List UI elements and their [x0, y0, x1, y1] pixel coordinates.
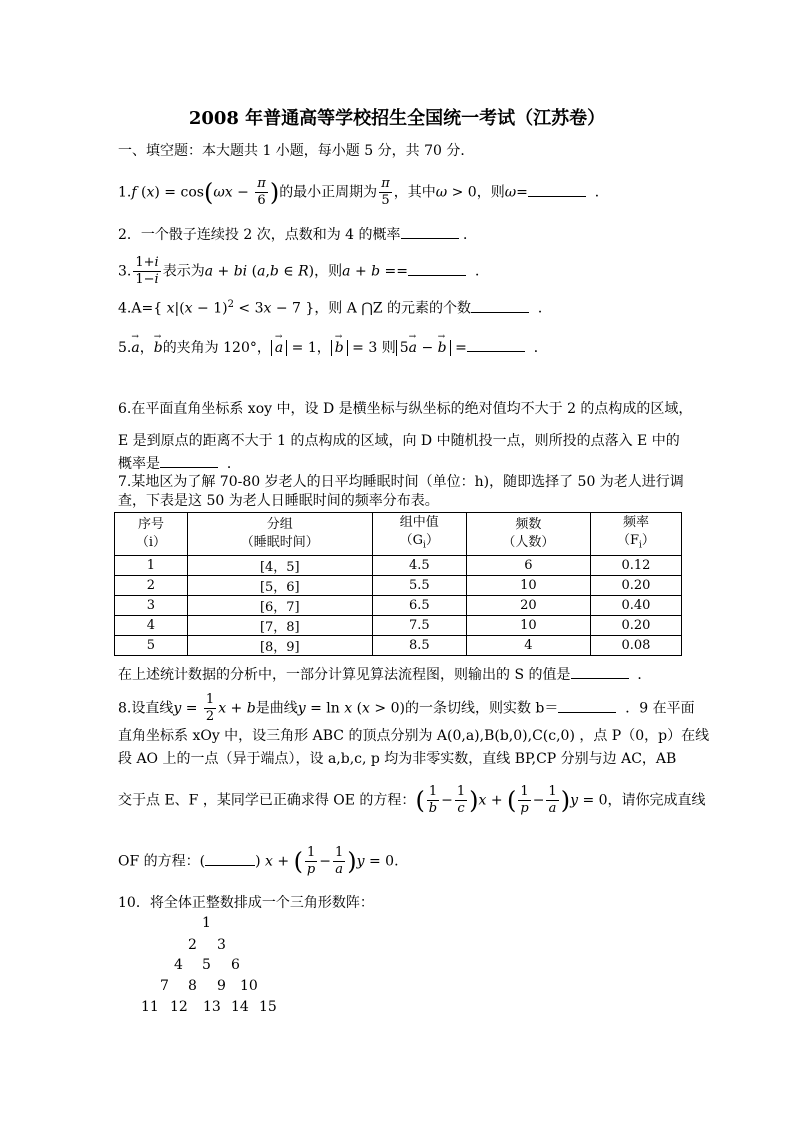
question-7-line-2: 查，下表是这 50 为老人日睡眠时间的频率分布表。: [118, 493, 439, 509]
triangle-number: 3: [217, 937, 226, 953]
header-index: 序号 （i）: [115, 513, 188, 556]
table-row: 4 [7，8] 7.5 10 0.20: [115, 616, 682, 636]
triangle-number: 5: [202, 957, 211, 973]
question-5: 5.→ a，→ b的夹角为 120°，→ a = 1，→ b = 3 则 5→ a − → b = ．: [118, 337, 548, 357]
triangle-number: 6: [231, 957, 240, 973]
question-2: 2．一个骰子连续投 2 次，点数和为 4 的概率 ．: [118, 224, 477, 244]
answer-blank-8[interactable]: [558, 698, 616, 713]
answer-blank-2[interactable]: [401, 224, 459, 239]
header-group: 分组 （睡眠时间）: [187, 513, 372, 556]
frequency-table: [114, 512, 682, 656]
answer-blank-1[interactable]: [528, 182, 586, 197]
answer-blank-7[interactable]: [571, 664, 629, 679]
header-count: 频数 （人数）: [466, 513, 590, 556]
triangle-number: 14: [231, 999, 249, 1015]
question-6-line-1: 6.在平面直角坐标系 xoy 中，设 D 是横坐标与纵坐标的绝对值均不大于 2 的点构成的区域，: [118, 401, 693, 417]
triangle-number: 12: [170, 999, 188, 1015]
question-9-line-4: OF 的方程：( ) x + ( $\frac{1}{p}$ − $\frac{1}{a}$ )y = 0.: [118, 845, 399, 877]
triangle-number: 1: [202, 915, 211, 931]
question-9-line-1: 直角坐标系 xOy 中，设三角形 ABC 的顶点分别为 A(0,a),B(b,0),C(c,0) ，点 P（0，p）在线: [118, 728, 710, 744]
triangle-number: 10: [240, 978, 258, 994]
table-row: 1 [4，5] 4.5 6 0.12: [115, 556, 682, 576]
question-9-line-2: 段 AO 上的一点（异于端点），设 a,b,c, p 均为非零实数，直线 BP,CP 分别与边 AC，AB: [118, 751, 677, 767]
question-3: 3. $\frac{1+i}{1-i}$ 表示为a + bi (a,b ∈ R)，则a + b == ．: [118, 255, 489, 287]
answer-blank-6[interactable]: [160, 453, 218, 468]
question-8: 8.设直线y = $\frac{1}{2}$ x + b是曲线y = ln x (x > 0)的一条切线，则实数 b＝ ．9 在平面: [118, 692, 695, 724]
question-6-line-2: E 是到原点的距离不大于 1 的点构成的区域，向 D 中随机投一点，则所投的点落入 E 中的: [118, 433, 680, 449]
answer-blank-3[interactable]: [408, 261, 466, 276]
answer-blank-5[interactable]: [467, 337, 525, 352]
table-row: 3 [6，7] 6.5 20 0.40: [115, 596, 682, 616]
answer-blank-9[interactable]: [205, 851, 255, 866]
header-midvalue: 组中值 $(G_i)$: [372, 513, 466, 556]
table-row: 2 [5，6] 5.5 10 0.20: [115, 576, 682, 596]
question-9-line-3: 交于点 E、F ，某同学已正确求得 OE 的方程：( $\frac{1}{b}$ − $\frac{1}{c}$ )x + ( $\frac{1}{p}$ − $\frac{1}{a}$ )y = 0，请你完成直线: [118, 784, 706, 816]
question-6-line-3: 概率是 ．: [118, 453, 241, 473]
header-frequency: 频率 $(F_i)$: [590, 513, 681, 556]
table-header-row: [115, 513, 682, 556]
question-7-line-1: 7.某地区为了解 70-80 岁老人的日平均睡眠时间（单位：h)，随即选择了 50 为老人进行调: [118, 474, 684, 490]
answer-blank-4[interactable]: [471, 298, 529, 313]
triangle-number: 2: [188, 937, 197, 953]
question-1: 1.f (x) = cos(ωx − $\frac{\pi}{6}$ )的最小正周期为 $\frac{\pi}{5}$ ，其中ω > 0，则ω= ．: [118, 176, 609, 208]
triangle-number: 11: [141, 999, 159, 1015]
triangle-number: 4: [174, 957, 183, 973]
question-7-after: 在上述统计数据的分析中，一部分计算见算法流程图，则输出的 S 的值是 ．: [118, 664, 651, 684]
question-10: 10．将全体正整数排成一个三角形数阵：: [118, 895, 374, 911]
triangle-number: 8: [188, 978, 197, 994]
triangle-number: 15: [259, 999, 277, 1015]
triangle-number: 7: [160, 978, 169, 994]
section-heading: 一、填空题：本大题共 1 小题，每小题 5 分，共 70 分．: [118, 143, 475, 159]
question-4: 4.A={ $x|(x - 1)^2 < 3x - 7$ }，则 A ⋂Z 的元素的个数 ．: [118, 299, 552, 317]
triangle-number: 13: [203, 999, 221, 1015]
triangle-number: 9: [217, 978, 226, 994]
exam-title: 2008 年普通高等学校招生全国统一考试（江苏卷）: [188, 108, 606, 129]
table-row: 5 [8，9] 8.5 4 0.08: [115, 636, 682, 656]
